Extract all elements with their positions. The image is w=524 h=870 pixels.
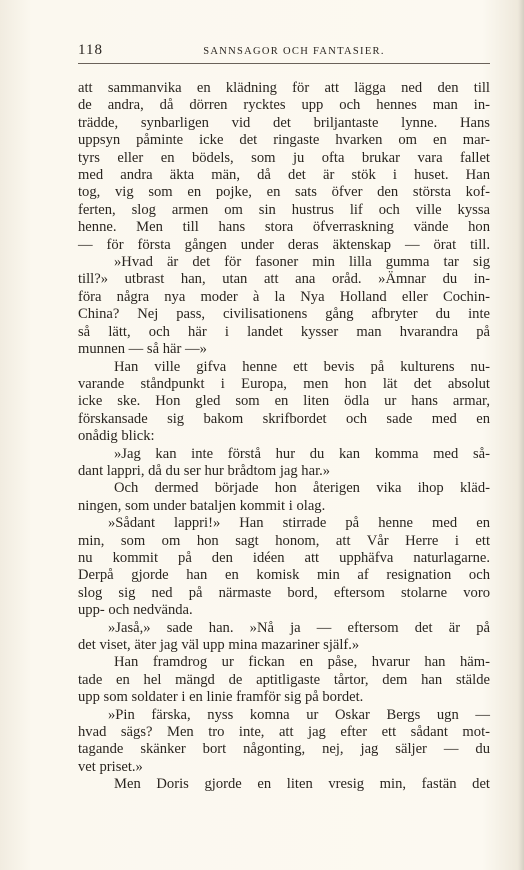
text-line: »Sådant lappri!» Han stirrade på henne med en bbox=[108, 515, 490, 532]
header-rule bbox=[78, 63, 490, 64]
page-edge-shadow bbox=[518, 0, 524, 870]
text-line: Han ville gifva henne ett bevis på kulturens nu- bbox=[114, 358, 490, 375]
text-line: »Jag kan inte förstå hur du kan komma med så- bbox=[114, 445, 490, 462]
text-line: föra några nya moder à la Nya Holland eller Cochin- bbox=[78, 288, 490, 305]
text-line: att sammanvika en klädning för att lägga ned den till bbox=[78, 80, 490, 96]
text-line: China? Nej pass, civilisationens gång afbryter du inte bbox=[78, 306, 490, 323]
text-line: dant lappri, då du ser hur brådtom jag har.» bbox=[78, 462, 331, 479]
text-line: tade en hel mängd de aptitligaste tårtor, dem han stälde bbox=[78, 671, 490, 688]
text-line: nu kommit på den idéen att upphäfva naturlagarne. bbox=[78, 549, 490, 566]
text-line: det viset, äter jag väl upp mina mazariner själf.» bbox=[78, 637, 360, 653]
page-number: 118 bbox=[78, 42, 103, 58]
text-line: slog sig ned på närmaste bord, eftersom stolarne voro bbox=[78, 584, 490, 601]
text-line: ningen, som under bataljen kommit i olag. bbox=[78, 497, 326, 514]
text-line: »Jaså,» sade han. »Nå ja — eftersom det är på bbox=[108, 619, 490, 636]
text-line: ferten, slog armen om sin hustrus lif och ville kyssa bbox=[78, 201, 490, 218]
page-header bbox=[78, 42, 490, 59]
text-line: tyrs eller en bödels, som ju ofta brukar vara fallet bbox=[78, 149, 490, 166]
text-line: Och dermed började hon återigen vika ihop kläd- bbox=[114, 480, 490, 497]
text-line: »Hvad är det för fasoner min lilla gumma tar sig bbox=[114, 254, 490, 271]
text-line: förskansade sig bakom skrifbordet och sade med en bbox=[78, 410, 490, 427]
text-line: de andra, då dörren rycktes upp och hennes man in- bbox=[78, 97, 490, 114]
text-line: icke ske. Hon gled som en liten ödla ur hans armar, bbox=[78, 393, 490, 410]
text-line: uppsyn påminte icke det ringaste hvarken om en mar- bbox=[78, 132, 490, 149]
body-text bbox=[78, 80, 490, 794]
text-line: tagande skänker bort någonting, nej, jag säljer — du bbox=[78, 741, 490, 758]
text-line: till?» utbrast han, utan att ana oråd. »Ämnar du in- bbox=[78, 271, 490, 288]
text-line: med andra äkta män, då det är stök i huset. Han bbox=[78, 167, 490, 184]
text-line: tog, vig som en pojke, en sats öfver den största kof- bbox=[78, 184, 490, 201]
text-line: vet priset.» bbox=[78, 758, 143, 775]
text-line: varande ståndpunkt i Europa, men hon lät det absolut bbox=[78, 375, 490, 392]
text-line: trädde, synbarligen vid det briljantaste lynne. Hans bbox=[78, 114, 490, 131]
text-line: så lätt, och här i landet kysser man hvarandra på bbox=[78, 323, 490, 340]
text-line: »Pin färska, nyss komna ur Oskar Bergs ugn — bbox=[108, 706, 490, 723]
text-line: Derpå gjorde han en komisk min af resignation och bbox=[78, 567, 490, 584]
text-line: upp som soldater i en linie framför sig på bordet. bbox=[78, 689, 364, 706]
text-line: Men Doris gjorde en liten vresig min, fastän det bbox=[114, 776, 490, 793]
text-line: hvad sägs? Men tro inte, att jag efter ett sådant mot- bbox=[78, 724, 490, 741]
text-line: Han framdrog ur fickan en påse, hvarur han häm- bbox=[114, 654, 490, 671]
text-line: munnen — så här —» bbox=[78, 341, 207, 358]
text-line: — för första gången under deras äktenskap — örat till. bbox=[78, 236, 490, 253]
text-line: henne. Men till hans stora öfverraskning vände hon bbox=[78, 219, 490, 236]
text-line: upp- och nedvända. bbox=[78, 602, 193, 619]
running-head: SANNSAGOR OCH FANTASIER. bbox=[203, 46, 385, 57]
text-line: onådig blick: bbox=[78, 428, 155, 445]
text-line: min, som om hon sagt honom, att Vår Herre i ett bbox=[78, 532, 490, 549]
